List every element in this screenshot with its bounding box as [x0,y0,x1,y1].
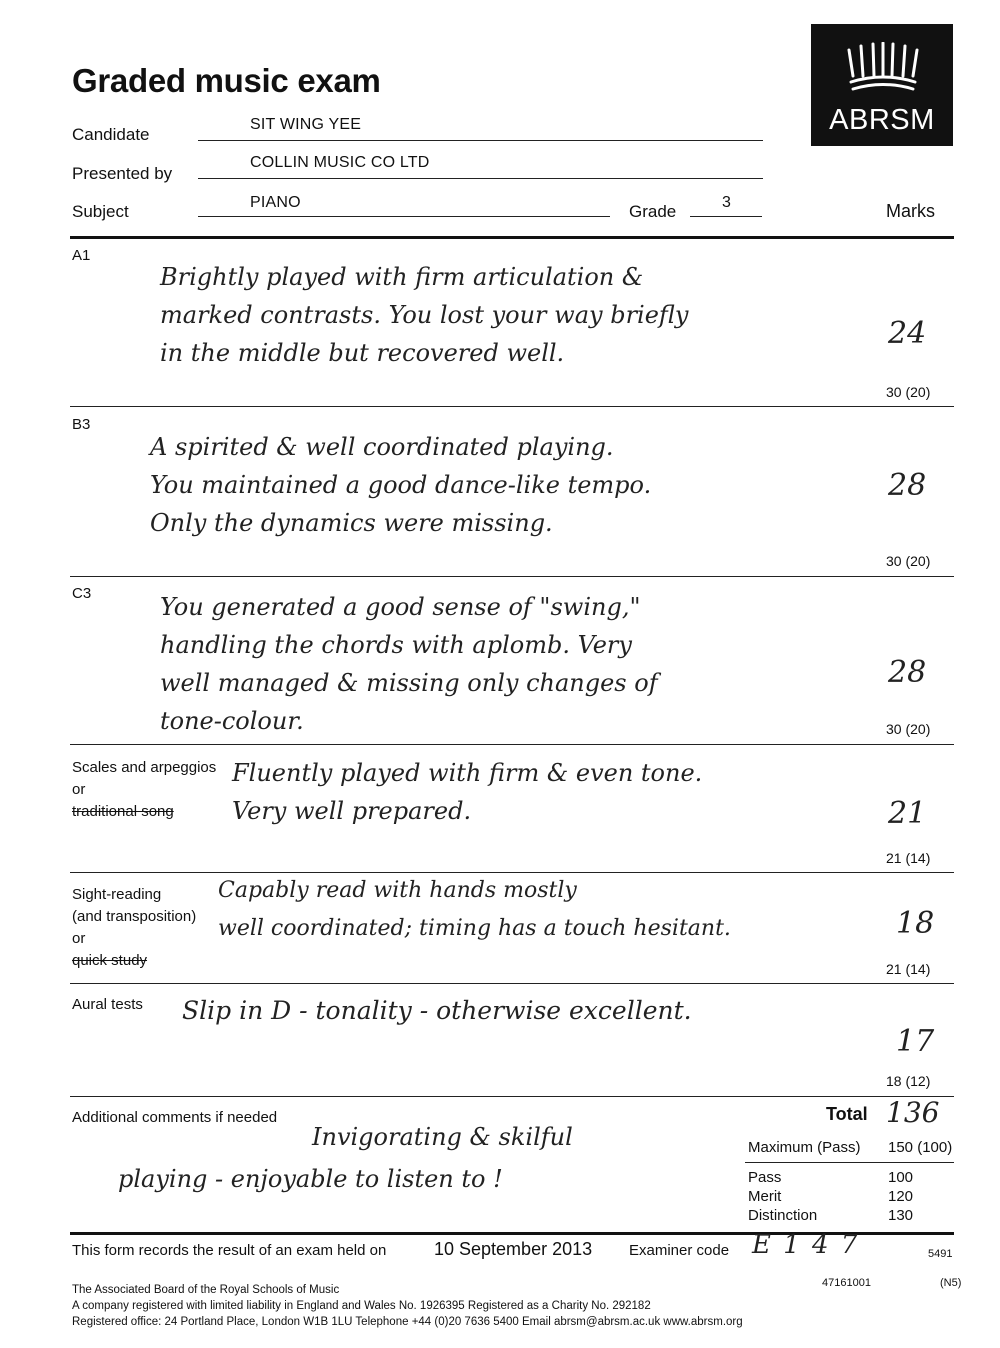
divider [70,983,954,984]
form-code: 5491 [928,1248,953,1260]
presented-by-line [198,178,763,179]
presented-by-value: COLLIN MUSIC CO LTD [250,154,430,171]
footer-line-3: Registered office: 24 Portland Place, London W1B 1LU Telephone +44 (0)20 7636 5400 Email abrsm@abrsm.ac.uk www.abrsm.org [72,1316,743,1328]
section-c3-comment: You generated a good sense of "swing," handling the chords with aplomb. Very well managed & missing only changes of tone-colour. [160,593,658,735]
section-a1-mark: 24 [888,316,927,351]
candidate-value: SIT WING YEE [250,116,362,133]
sight-reading-label: Sight-reading (and transposition) or quick study [72,886,197,969]
section-b3-mark: 28 [888,468,927,503]
scales-max: 21 (14) [886,850,931,866]
sight-reading-comment: Capably read with hands mostly well coordinated; timing has a touch hesitant. [218,878,731,941]
aural-tests-label: Aural tests [72,996,143,1013]
aural-tests-comment: Slip in D - tonality - otherwise excellent. [182,996,692,1025]
section-a1-comment: Brightly played with firm articulation & marked contrasts. You lost your way briefly in the middle but recovered well. [160,263,689,367]
additional-comments-line2: playing - enjoyable to listen to ! [118,1165,503,1193]
marks-header: Marks [886,201,935,221]
scales-mark: 21 [888,796,927,831]
scales-comment: Fluently played with firm & even tone. Very well prepared. [232,759,703,825]
section-b3-comment: A spirited & well coordinated playing. You maintained a good dance-like tempo. Only the dynamics were missing. [150,433,652,537]
divider [70,406,954,407]
examiner-code-label: Examiner code [629,1242,730,1259]
scales-label: Scales and arpeggios or traditional song [72,759,217,820]
grade-line [690,216,762,217]
record-text: This form records the result of an exam held on [72,1242,387,1259]
aural-tests-mark: 17 [896,1024,935,1059]
pass-label: Pass [748,1169,782,1186]
maximum-label: Maximum (Pass) [748,1139,861,1156]
distinction-value: 130 [888,1207,914,1224]
sight-reading-mark: 18 [896,906,935,941]
section-c3-max: 30 (20) [886,721,931,737]
additional-comments-label: Additional comments if needed [72,1109,278,1126]
section-a1-max: 30 (20) [886,384,931,400]
section-b3-label: B3 [72,416,91,433]
section-c3-mark: 28 [888,655,927,690]
subject-value: PIANO [250,194,301,211]
divider [70,1096,954,1097]
merit-value: 120 [888,1188,914,1205]
divider [70,744,954,745]
section-c3-label: C3 [72,585,92,602]
aural-tests-max: 18 (12) [886,1073,931,1089]
form-suffix: (N5) [940,1277,962,1289]
form-number: 47161001 [822,1277,871,1289]
abrsm-logo [811,24,953,146]
pass-value: 100 [888,1169,914,1186]
distinction-label: Distinction [748,1207,818,1224]
page-title: Graded music exam [72,62,381,99]
candidate-label: Candidate [72,125,150,144]
subject-label: Subject [72,202,129,221]
presented-by-label: Presented by [72,164,173,183]
total-label: Total [826,1104,868,1124]
total-value: 136 [886,1096,940,1129]
exam-date: 10 September 2013 [434,1239,593,1259]
divider [70,576,954,577]
additional-comments-line1: Invigorating & skilful [312,1123,573,1151]
totals-divider [745,1162,954,1163]
logo-text: ABRSM [829,104,935,136]
crown-icon [843,42,923,94]
header-divider [70,236,954,239]
maximum-value: 150 (100) [888,1139,953,1156]
grade-label: Grade [629,202,677,221]
section-b3-max: 30 (20) [886,553,931,569]
merit-label: Merit [748,1188,782,1205]
footer-line-2: A company registered with limited liability in England and Wales No. 1926395 Registered as a Charity No. 292182 [72,1300,651,1312]
grade-value: 3 [722,194,732,211]
examiner-code-value: E 1 4 7 [752,1230,860,1260]
section-a1-label: A1 [72,247,91,264]
candidate-line [198,140,763,141]
footer-line-1: The Associated Board of the Royal Schools of Music [72,1284,340,1296]
subject-line [198,216,610,217]
sight-reading-max: 21 (14) [886,961,931,977]
